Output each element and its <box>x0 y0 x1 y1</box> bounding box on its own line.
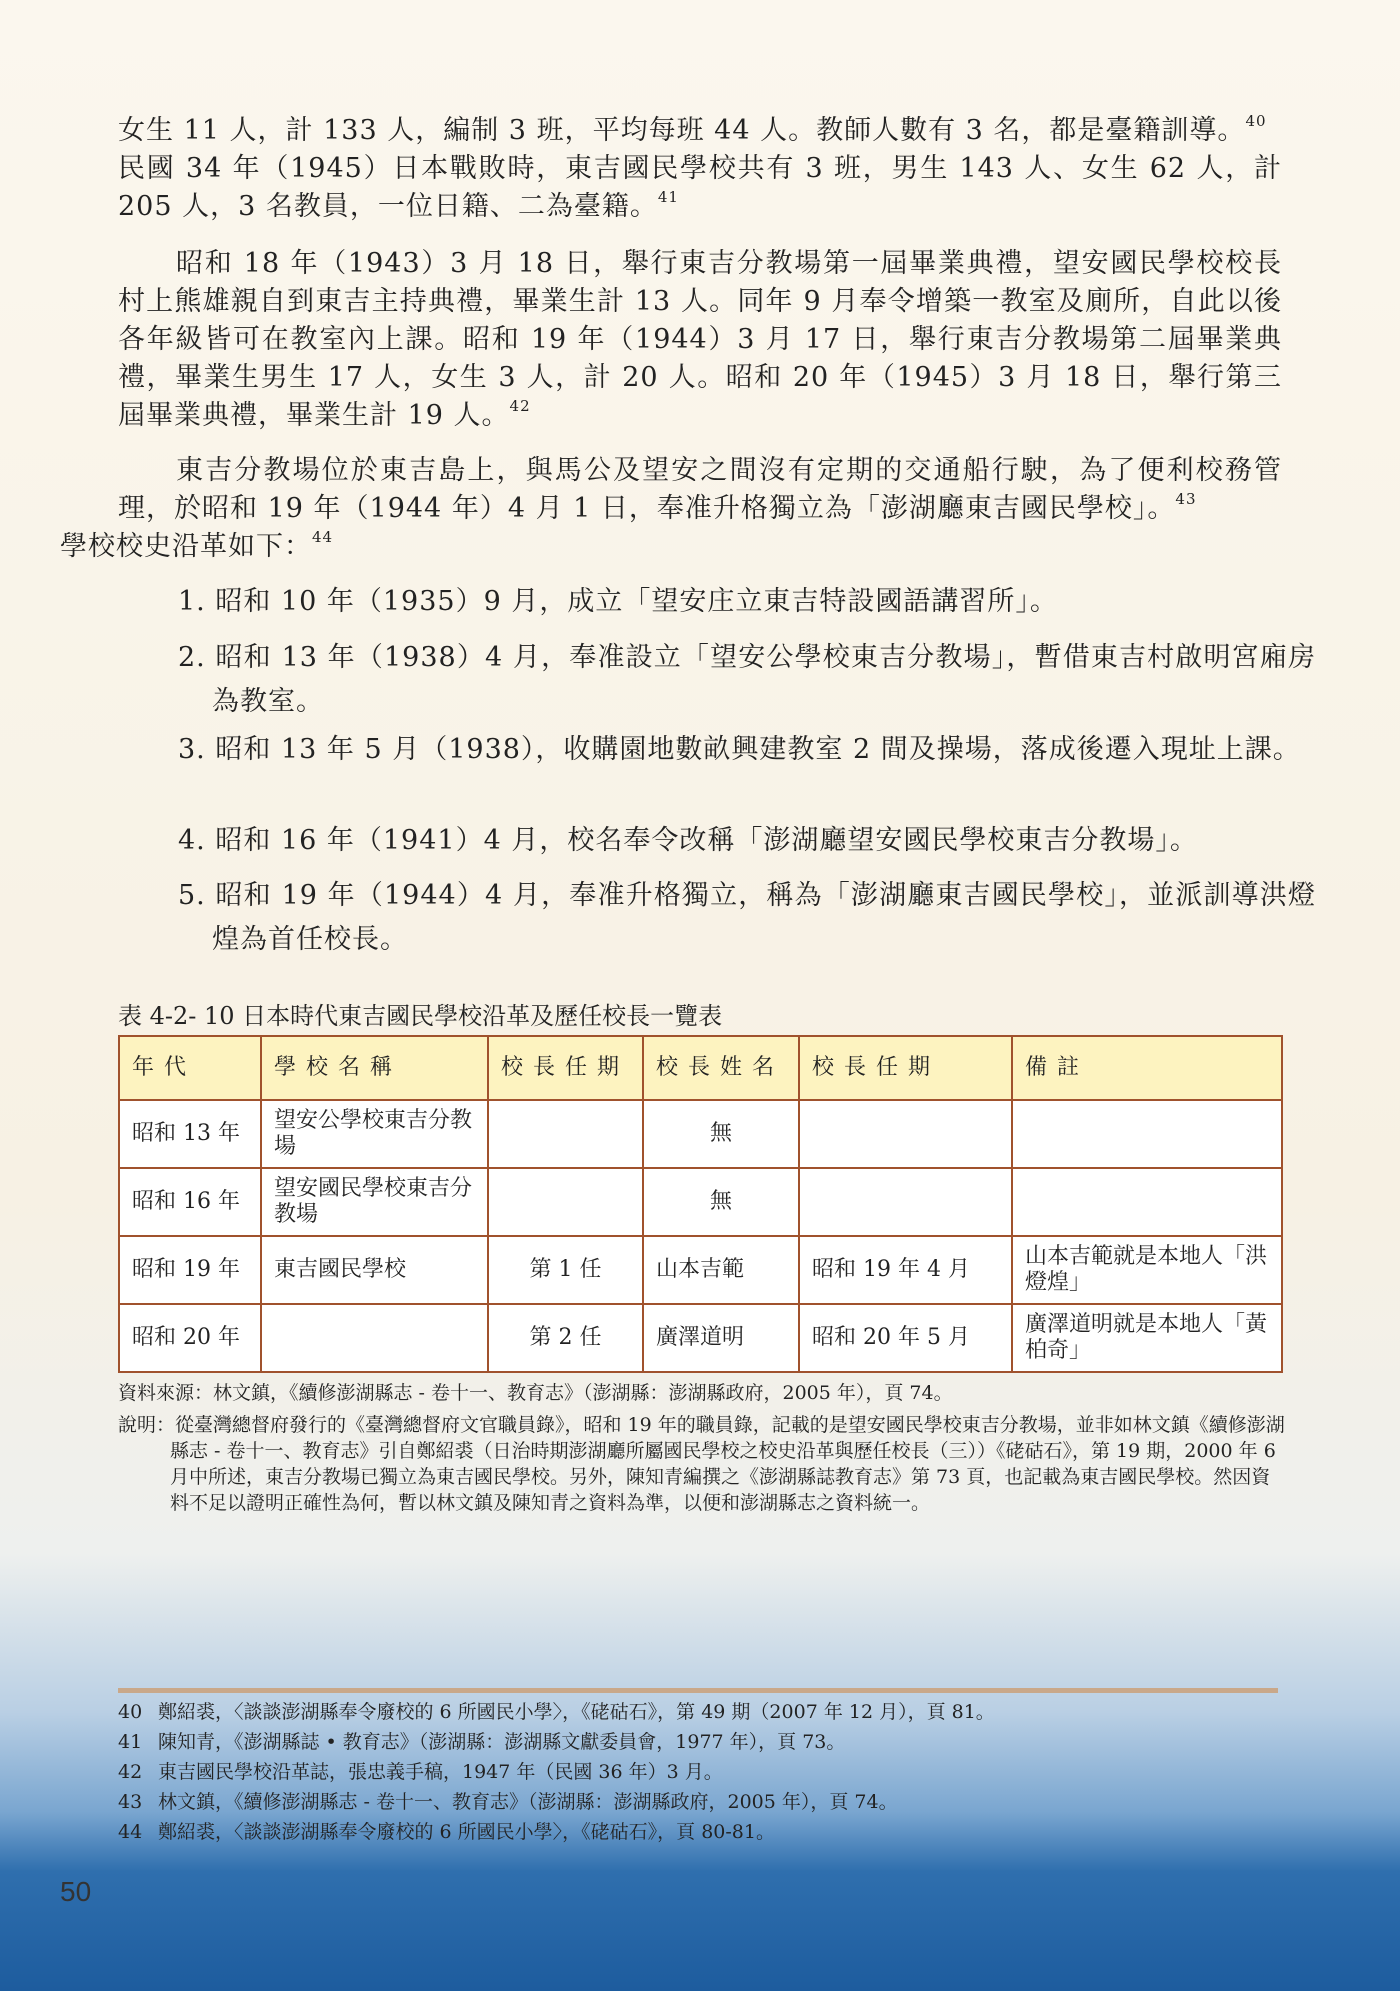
footnote <box>118 1700 995 1724</box>
history-item: 5. 昭和 19 年（1944）4 月，奉准升格獨立，稱為「澎湖廳東吉國民學校」，並派訓導洪燈煌為首任校長。 <box>178 880 1316 955</box>
table-header <box>119 1036 1282 1100</box>
table-row <box>119 1168 1282 1236</box>
footnote-number: 40 <box>118 1701 143 1723</box>
cell: 昭和 20 年 <box>119 1304 261 1372</box>
footnote <box>118 1790 898 1814</box>
cell: 山本吉範就是本地人「洪燈煌」 <box>1012 1236 1282 1304</box>
table-row <box>119 1100 1282 1168</box>
cell <box>261 1304 488 1372</box>
history-item: 1. 昭和 10 年（1935）9 月，成立「望安庄立東吉特設國語講習所」。 <box>178 586 1058 617</box>
cell: 望安國民學校東吉分教場 <box>261 1168 488 1236</box>
footnote-text: 鄭紹裘，〈談談澎湖縣奉令廢校的 6 所國民小學〉，《硓𥑮石》，第 49 期（2007 年 12 月），頁 81。 <box>158 1701 995 1723</box>
footnote-ref: 42 <box>509 397 531 415</box>
text: 昭和 18 年（1943）3 月 18 日，舉行東吉分教場第一屆畢業典禮，望安國民學校校長村上熊雄親自到東吉主持典禮，畢業生計 13 人。同年 9 月奉令增築一教室及廁所，自此以後各年級皆可在教室內上課。昭和 19 年（1944）3 月 17 日，舉行東吉分教場第二屆畢業典禮，畢業生男生 17 人，女生 3 人，計 20 人。昭和 20 年（1945）3 月 18 日，舉行第三屆畢業典禮，畢業生計 19 人。 <box>118 248 1282 431</box>
paragraph-1 <box>118 112 1282 226</box>
table-caption: 表 4-2- 10 日本時代東吉國民學校沿革及歷任校長一覽表 <box>118 1002 723 1030</box>
footnote-text: 東吉國民學校沿革誌，張忠義手稿，1947 年（民國 36 年）3 月。 <box>158 1761 723 1783</box>
footnote-text: 陳知青，《澎湖縣誌 • 教育志》（澎湖縣：澎湖縣文獻委員會，1977 年），頁 73。 <box>158 1731 846 1753</box>
paragraph-3 <box>60 452 1282 566</box>
text: 民國 34 年（1945）日本戰敗時，東吉國民學校共有 3 班，男生 143 人、女生 62 人，計 205 人，3 名教員，一位日籍、二為臺籍。 <box>118 153 1282 222</box>
header-cell: 備註 <box>1012 1036 1282 1100</box>
header-cell: 校長任期 <box>488 1036 643 1100</box>
footnote-number: 43 <box>118 1791 143 1813</box>
text: 東吉分教場位於東吉島上，與馬公及望安之間沒有定期的交通船行駛，為了便利校務管理，於昭和 19 年（1944 年）4 月 1 日，奉准升格獨立為「澎湖廳東吉國民學校」。 <box>118 455 1282 524</box>
cell: 昭和 16 年 <box>119 1168 261 1236</box>
footnote <box>118 1820 775 1844</box>
cell: 昭和 19 年 <box>119 1236 261 1304</box>
cell: 昭和 19 年 4 月 <box>799 1236 1012 1304</box>
footnote-number: 44 <box>118 1821 143 1843</box>
header-cell: 學校名稱 <box>261 1036 488 1100</box>
history-item: 4. 昭和 16 年（1941）4 月，校名奉令改稱「澎湖廳望安國民學校東吉分教場」。 <box>178 825 1198 856</box>
cell: 山本吉範 <box>643 1236 799 1304</box>
cell: 東吉國民學校 <box>261 1236 488 1304</box>
history-item: 2. 昭和 13 年（1938）4 月，奉准設立「望安公學校東吉分教場」，暫借東吉村啟明宮廂房為教室。 <box>178 642 1316 717</box>
table-row <box>119 1304 1282 1372</box>
cell <box>1012 1100 1282 1168</box>
footnote-number: 42 <box>118 1761 143 1783</box>
footnote-number: 41 <box>118 1731 143 1753</box>
table-source: 資料來源：林文鎮，《續修澎湖縣志 - 卷十一、教育志》（澎湖縣：澎湖縣政府，2005 年），頁 74。 <box>118 1382 953 1404</box>
page-number: 50 <box>60 1876 92 1907</box>
footnote-text: 林文鎮，《續修澎湖縣志 - 卷十一、教育志》（澎湖縣：澎湖縣政府，2005 年），頁 74。 <box>158 1791 898 1813</box>
footnote-ref: 40 <box>1245 112 1267 130</box>
paragraph-2 <box>118 245 1282 435</box>
header-cell: 校長姓名 <box>643 1036 799 1100</box>
history-item: 3. 昭和 13 年 5 月（1938），收購園地數畝興建教室 2 間及操場，落成後遷入現址上課。 <box>178 734 1301 765</box>
cell: 昭和 13 年 <box>119 1100 261 1168</box>
footnote-ref: 41 <box>657 188 679 206</box>
table-row <box>119 1236 1282 1304</box>
cell <box>488 1168 643 1236</box>
cell: 昭和 20 年 5 月 <box>799 1304 1012 1372</box>
history-table <box>118 1035 1283 1373</box>
footnote <box>118 1730 845 1754</box>
cell <box>799 1168 1012 1236</box>
cell <box>488 1100 643 1168</box>
text: 學校校史沿革如下： <box>60 531 312 562</box>
header-cell: 年代 <box>119 1036 261 1100</box>
cell: 無 <box>643 1100 799 1168</box>
cell: 第 2 任 <box>488 1304 643 1372</box>
cell: 無 <box>643 1168 799 1236</box>
footnote <box>118 1760 723 1784</box>
cell <box>1012 1168 1282 1236</box>
footnote-ref: 43 <box>1175 490 1197 508</box>
cell: 廣澤道明就是本地人「黃柏奇」 <box>1012 1304 1282 1372</box>
text: 女生 11 人，計 133 人，編制 3 班，平均每班 44 人。教師人數有 3 名，都是臺籍訓導。 <box>118 115 1246 146</box>
cell: 廣澤道明 <box>643 1304 799 1372</box>
footnote-text: 鄭紹裘，〈談談澎湖縣奉令廢校的 6 所國民小學〉，《硓𥑮石》，頁 80-81。 <box>158 1821 775 1843</box>
footnote-ref: 44 <box>312 528 334 546</box>
cell: 第 1 任 <box>488 1236 643 1304</box>
header-cell: 校長任期 <box>799 1036 1012 1100</box>
footnote-divider <box>118 1688 1278 1693</box>
table-note: 說明：從臺灣總督府發行的《臺灣總督府文官職員錄》，昭和 19 年的職員錄，記載的是望安國民學校東吉分教場，並非如林文鎮《續修澎湖縣志 - 卷十一、教育志》引自鄭紹裘（日治時期澎湖廳所屬國民學校之校史沿革與歷任校長（三））《硓𥑮石》，第 19 期，2000 年 6 月中所述，東吉分教場已獨立為東吉國民學校。另外，陳知青編撰之《澎湖縣誌教育志》第 73 頁，也記載為東吉國民學校。然因資料不足以證明正確性為何，暫以林文鎮及陳知青之資料為準，以便和澎湖縣志之資料統一。 <box>118 1414 1285 1514</box>
cell <box>799 1100 1012 1168</box>
cell: 望安公學校東吉分教場 <box>261 1100 488 1168</box>
